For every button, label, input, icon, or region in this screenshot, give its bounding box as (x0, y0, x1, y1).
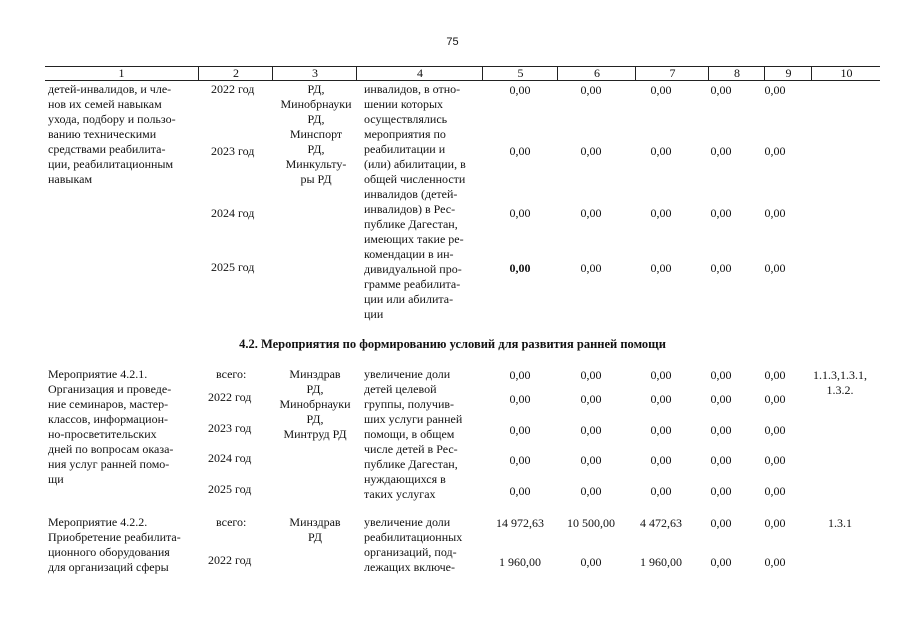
row3-indicator-line: организаций, под- (364, 545, 457, 559)
row1-2022-col9: 0,00 (764, 83, 786, 97)
row3-2022-col9: 0,00 (764, 555, 786, 569)
row1-2024-col7: 0,00 (650, 206, 672, 220)
row2-link-line: 1.1.3,1.3.1, (813, 368, 867, 382)
row2-year-2024: 2024 год (208, 451, 252, 465)
row2-2022-col6: 0,00 (580, 392, 602, 406)
row2-total-col5: 0,00 (509, 368, 531, 382)
row1-indicator-line: осуществлялись (364, 112, 448, 126)
row2-2024-col8: 0,00 (710, 453, 732, 467)
header-col-1: 1 (118, 66, 125, 80)
row2-year-2022: 2022 год (208, 390, 252, 404)
row2-2024-col6: 0,00 (580, 453, 602, 467)
row2-name-line: но-просветительских (48, 427, 157, 441)
row2-executor-line: РД, (306, 412, 324, 426)
row2-2023-col5: 0,00 (509, 423, 531, 437)
row3-link-line: 1.3.1 (828, 516, 852, 530)
row2-year-2023: 2023 год (208, 421, 252, 435)
row1-name-line: ванию техническими (48, 127, 157, 141)
row1-2022-total: 0,00 (509, 83, 531, 97)
row1-2023-col9: 0,00 (764, 144, 786, 158)
row1-name-line: средствами реабилита- (48, 142, 166, 156)
row2-2025-col5: 0,00 (509, 484, 531, 498)
row2-2022-col8: 0,00 (710, 392, 732, 406)
row3-2022-col8: 0,00 (710, 555, 732, 569)
row2-indicator-line: увеличение доли (364, 367, 451, 381)
row1-name-line: ухода, подбору и пользо- (48, 112, 176, 126)
row3-indicator (364, 515, 475, 575)
header-col-7: 7 (635, 67, 709, 80)
row1-executor-line: РД, (307, 82, 325, 96)
page-number: 75 (446, 36, 459, 48)
row3-name-line: ционного оборудования (48, 545, 170, 559)
header-col-4: 4 (356, 67, 483, 80)
row2-indicator (364, 367, 475, 502)
row1-2023-col7: 0,00 (650, 144, 672, 158)
row3-total-col9: 0,00 (764, 516, 786, 530)
row2-year-total: всего: (216, 367, 247, 381)
row1-indicator-line: инвалидов) в Рес- (364, 202, 456, 216)
row1-name-line: нов их семей навыкам (48, 97, 162, 111)
row3-total-col5: 14 972,63 (496, 516, 544, 530)
row1-indicator-line: ции или абилита- (364, 292, 454, 306)
row1-year-2024: 2024 год (211, 206, 255, 220)
row3-total-col6: 10 500,00 (567, 516, 615, 530)
row1-2024-col8: 0,00 (710, 206, 732, 220)
row2-2022-col5: 0,00 (509, 392, 531, 406)
row3-indicator-line: увеличение доли (364, 515, 451, 529)
row3-name-line: Мероприятие 4.2.2. (48, 515, 148, 529)
row1-indicator-line: шении которых (364, 97, 444, 111)
row2-name-line: дней по вопросам оказа- (48, 442, 174, 456)
row1-2023-col6: 0,00 (580, 144, 602, 158)
row2-executor-line: Минтруд РД (283, 427, 347, 441)
row1-2025-col8: 0,00 (710, 261, 732, 275)
row2-name-line: Мероприятие 4.2.1. (48, 367, 148, 381)
row1-executor-line: Минобрнауки (280, 97, 352, 111)
row2-2023-col8: 0,00 (710, 423, 732, 437)
row3-name-line: Приобретение реабилита- (48, 530, 181, 544)
row2-2024-col9: 0,00 (764, 453, 786, 467)
row1-year-2023: 2023 год (211, 144, 255, 158)
row2-name-line: ния услуг ранней помо- (48, 457, 170, 471)
row2-indicator-line: детей целевой (364, 382, 437, 396)
row2-executor-line: Минздрав (289, 367, 341, 381)
row1-name-line: детей-инвалидов, и чле- (48, 82, 172, 96)
row1-activity-name (48, 82, 193, 187)
row3-name-line: для организаций сферы (48, 560, 169, 574)
row2-2025-col9: 0,00 (764, 484, 786, 498)
row1-executor-line: ры РД (300, 172, 332, 186)
row1-indicator-line: дивидуальной про- (364, 262, 462, 276)
row2-total-col6: 0,00 (580, 368, 602, 382)
row1-indicator-line: реабилитации и (364, 142, 446, 156)
row2-2025-col6: 0,00 (580, 484, 602, 498)
row2-indicator-line: группы, получив- (364, 397, 455, 411)
row2-indicator-line: ших услуги ранней (364, 412, 463, 426)
row3-2022-col7: 1 960,00 (640, 555, 682, 569)
row2-name-line: щи (48, 472, 64, 486)
header-col-10: 10 (811, 67, 881, 80)
row2-2023-col7: 0,00 (650, 423, 672, 437)
row2-total-col8: 0,00 (710, 368, 732, 382)
row2-activity-name (48, 367, 193, 487)
header-col-6: 6 (557, 67, 636, 80)
row2-total-col7: 0,00 (650, 368, 672, 382)
header-col-8: 8 (708, 67, 765, 80)
row1-2023-col8: 0,00 (710, 144, 732, 158)
row2-name-line: ние семинаров, мастер- (48, 397, 169, 411)
header-col-5: 5 (482, 67, 558, 80)
section-title: 4.2. Мероприятия по формированию условий для развития ранней помощи (239, 337, 666, 351)
header-col-9: 9 (764, 67, 812, 80)
row1-executor-line: Минкульту- (285, 157, 347, 171)
row3-total-col8: 0,00 (710, 516, 732, 530)
row1-executor-line: РД, (307, 142, 325, 156)
row2-executor-line: Минобрнауки (279, 397, 351, 411)
row1-executor-line: РД, (307, 112, 325, 126)
row1-2025-col9: 0,00 (764, 261, 786, 275)
row2-year-2025: 2025 год (208, 482, 252, 496)
row2-2025-col7: 0,00 (650, 484, 672, 498)
row3-year-2022: 2022 год (208, 553, 252, 567)
row1-indicator-line: общей численности (364, 172, 466, 186)
row2-name-line: классов, информацион- (48, 412, 168, 426)
row2-2022-col9: 0,00 (764, 392, 786, 406)
row1-2023-total: 0,00 (509, 144, 531, 158)
row1-2022-col6: 0,00 (580, 83, 602, 97)
row2-total-col9: 0,00 (764, 368, 786, 382)
row3-indicator-line: реабилитационных (364, 530, 463, 544)
row3-activity-name (48, 515, 193, 575)
row1-indicator-line: ции (364, 307, 384, 321)
row1-2022-col8: 0,00 (710, 83, 732, 97)
row3-total-col7: 4 472,63 (640, 516, 682, 530)
row2-2023-col9: 0,00 (764, 423, 786, 437)
row1-2022-col7: 0,00 (650, 83, 672, 97)
row1-name-line: ции, реабилитационным (48, 157, 174, 171)
row1-name-line: навыкам (48, 172, 93, 186)
row3-2022-col5: 1 960,00 (499, 555, 541, 569)
row1-2025-col6: 0,00 (580, 261, 602, 275)
row3-executor-line: Минздрав (289, 515, 341, 529)
row3-executor-line: РД (308, 530, 322, 544)
row1-2025-total: 0,00 (509, 261, 531, 275)
table-header (45, 66, 880, 81)
row2-2025-col8: 0,00 (710, 484, 732, 498)
header-col-3: 3 (272, 67, 357, 80)
row3-year-total: всего: (216, 515, 247, 529)
row2-2024-col5: 0,00 (509, 453, 531, 467)
row1-indicator-line: инвалидов, в отно- (364, 82, 461, 96)
row2-2022-col7: 0,00 (650, 392, 672, 406)
row2-indicator-line: помощи, в общем (364, 427, 455, 441)
row1-year-2025: 2025 год (211, 260, 255, 274)
row1-2024-total: 0,00 (509, 206, 531, 220)
row2-indicator-line: числе детей в Рес- (364, 442, 458, 456)
row1-indicator (364, 82, 475, 322)
row1-indicator-line: грамме реабилита- (364, 277, 461, 291)
row1-indicator-line: имеющих такие ре- (364, 232, 464, 246)
row1-year-2022: 2022 год (211, 82, 255, 96)
row2-indicator-line: нуждающихся в (364, 472, 446, 486)
row2-indicator-line: публике Дагестан, (364, 457, 458, 471)
row1-executors (272, 82, 360, 187)
header-col-2: 2 (198, 67, 273, 80)
row3-indicator-line: лежащих включе- (364, 560, 455, 574)
row2-indicator-line: таких услугах (364, 487, 436, 501)
row2-links (802, 368, 878, 398)
row1-indicator-line: комендации в ин- (364, 247, 454, 261)
row2-link-line: 1.3.2. (826, 383, 854, 397)
row1-indicator-line: публике Дагестан, (364, 217, 458, 231)
row2-2023-col6: 0,00 (580, 423, 602, 437)
row3-2022-col6: 0,00 (580, 555, 602, 569)
row1-executor-line: Минспорт (289, 127, 343, 141)
row2-executors (270, 367, 360, 442)
row1-2025-col7: 0,00 (650, 261, 672, 275)
row3-executors (270, 515, 360, 545)
row1-2024-col9: 0,00 (764, 206, 786, 220)
row2-executor-line: РД, (306, 382, 324, 396)
row1-2024-col6: 0,00 (580, 206, 602, 220)
row3-links (802, 516, 878, 531)
row1-indicator-line: инвалидов (детей- (364, 187, 458, 201)
row2-2024-col7: 0,00 (650, 453, 672, 467)
row1-indicator-line: мероприятия по (364, 127, 446, 141)
row2-name-line: Организация и проведе- (48, 382, 172, 396)
row1-indicator-line: (или) абилитации, в (364, 157, 466, 171)
